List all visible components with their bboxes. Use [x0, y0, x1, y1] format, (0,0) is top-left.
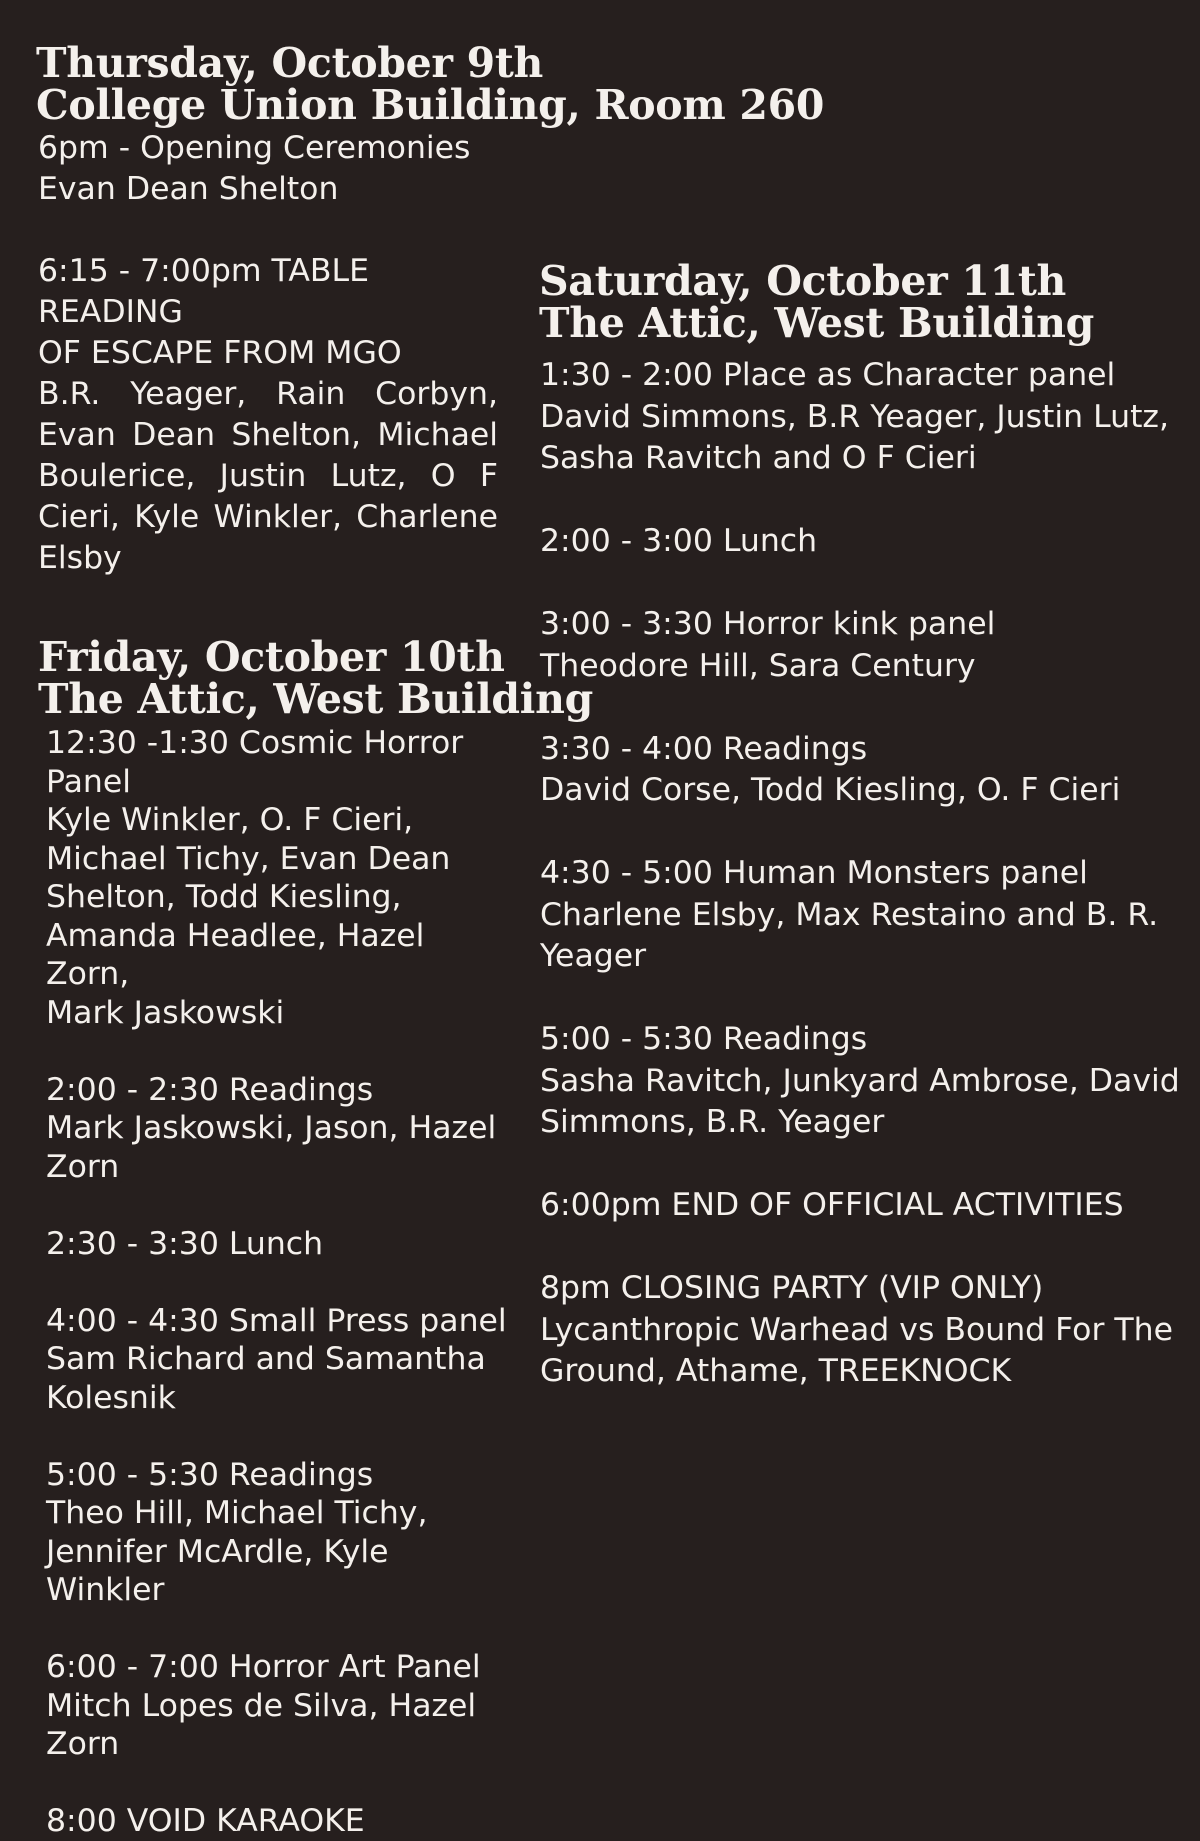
saturday-schedule — [540, 355, 1180, 1393]
schedule-item — [46, 1648, 516, 1764]
schedule-item — [540, 853, 1180, 978]
schedule-item — [46, 1225, 516, 1264]
schedule-line: 4:00 - 4:30 Small Press panel — [46, 1302, 507, 1339]
thursday-heading — [36, 39, 825, 129]
schedule-item — [46, 1071, 516, 1187]
event-time: OF ESCAPE FROM MGO — [38, 335, 402, 371]
schedule-line: Shelton, Todd Kiesling, — [46, 879, 402, 915]
thursday-schedule — [38, 128, 498, 579]
thursday-date: Thursday, October 9th — [36, 39, 544, 87]
schedule-line: 2:00 - 3:00 Lunch — [540, 523, 818, 559]
event-time: 6:15 - 7:00pm TABLE READING — [38, 253, 369, 330]
schedule-line: Kyle Winkler, O. F Cieri, — [46, 802, 414, 838]
schedule-item — [540, 521, 1180, 563]
schedule-line: 1:30 - 2:00 Place as Character panel — [540, 357, 1116, 393]
schedule-item — [46, 724, 516, 1032]
saturday-venue: The Attic, West Building — [539, 299, 1094, 347]
schedule-line: Simmons, B.R. Yeager — [540, 1104, 885, 1140]
schedule-line: 6:00 - 7:00 Horror Art Panel — [46, 1649, 481, 1685]
schedule-line: Michael Tichy, Evan Dean — [46, 840, 451, 877]
thursday-venue: College Union Building, Room 260 — [36, 81, 825, 129]
schedule-line: Charlene Elsby, Max Restaino and B. R. — [540, 896, 1159, 933]
schedule-line: Theo Hill, Michael Tichy, — [46, 1495, 428, 1531]
schedule-line: 2:00 - 2:30 Readings — [46, 1071, 374, 1108]
event-people: B.R. Yeager, Rain Corbyn, Evan Dean Shelton, Michael Boulerice, Justin Lutz, O F Cieri, Kyle Winkler, Charlene Elsby — [38, 376, 498, 576]
schedule-item — [38, 128, 498, 210]
schedule-line: David Corse, Todd Kiesling, O. F Cieri — [540, 772, 1121, 808]
friday-venue: The Attic, West Building — [38, 675, 593, 723]
schedule-line: Mark Jaskowski — [46, 994, 285, 1031]
schedule-line: Sam Richard and Samantha — [46, 1341, 486, 1377]
schedule-item — [540, 604, 1180, 687]
schedule-line: 2:30 - 3:30 Lunch — [46, 1225, 324, 1262]
schedule-item — [540, 355, 1180, 480]
schedule-item — [540, 1019, 1180, 1144]
schedule-line: 3:00 - 3:30 Horror kink panel — [540, 606, 996, 642]
event-people: Evan Dean Shelton — [38, 171, 339, 207]
schedule-line: David Simmons, B.R Yeager, Justin Lutz, — [540, 398, 1169, 435]
schedule-line: Sasha Ravitch, Junkyard Ambrose, David — [540, 1062, 1180, 1099]
schedule-line: Zorn — [46, 1148, 120, 1185]
schedule-line: Sasha Ravitch and O F Cieri — [540, 440, 977, 476]
schedule-line: Amanda Headlee, Hazel Zorn, — [46, 917, 425, 992]
schedule-line: Mark Jaskowski, Jason, Hazel — [46, 1110, 497, 1146]
friday-heading — [38, 633, 593, 723]
schedule-line: Kolesnik — [46, 1379, 176, 1416]
schedule-line: Jennifer McArdle, Kyle Winkler — [46, 1533, 389, 1608]
schedule-line: 8:00 VOID KARAOKE — [46, 1803, 365, 1839]
schedule-line: Zorn — [46, 1726, 120, 1762]
schedule-line: Yeager — [540, 938, 647, 974]
saturday-date: Saturday, October 11th — [539, 257, 1067, 305]
friday-date: Friday, October 10th — [38, 633, 505, 681]
schedule-item — [540, 729, 1180, 812]
schedule-line: 3:30 - 4:00 Readings — [540, 730, 868, 767]
schedule-item — [46, 1456, 516, 1610]
schedule-line: Theodore Hill, Sara Century — [540, 647, 976, 684]
schedule-line: 4:30 - 5:00 Human Monsters panel — [540, 855, 1088, 891]
saturday-heading — [539, 257, 1094, 347]
schedule-line: 12:30 -1:30 Cosmic Horror — [46, 725, 464, 761]
schedule-line: Ground, Athame, TREEKNOCK — [540, 1353, 1012, 1389]
event-time: 6pm - Opening Ceremonies — [38, 130, 471, 166]
schedule-line: Mitch Lopes de Silva, Hazel — [46, 1687, 477, 1724]
schedule-line: Panel — [46, 763, 131, 800]
schedule-item — [540, 1268, 1180, 1393]
schedule-item — [540, 1185, 1180, 1227]
schedule-line: 5:00 - 5:30 Readings — [46, 1456, 374, 1493]
schedule-line: 5:00 - 5:30 Readings — [540, 1021, 868, 1057]
schedule-item — [38, 251, 498, 579]
schedule-line: Lycanthropic Warhead vs Bound For The — [540, 1311, 1173, 1348]
schedule-line: 8pm CLOSING PARTY (VIP ONLY) — [540, 1270, 1044, 1306]
schedule-item — [46, 1802, 516, 1841]
schedule-item — [46, 1302, 516, 1418]
friday-schedule — [46, 724, 516, 1841]
schedule-line: 6:00pm END OF OFFICIAL ACTIVITIES — [540, 1187, 1124, 1223]
